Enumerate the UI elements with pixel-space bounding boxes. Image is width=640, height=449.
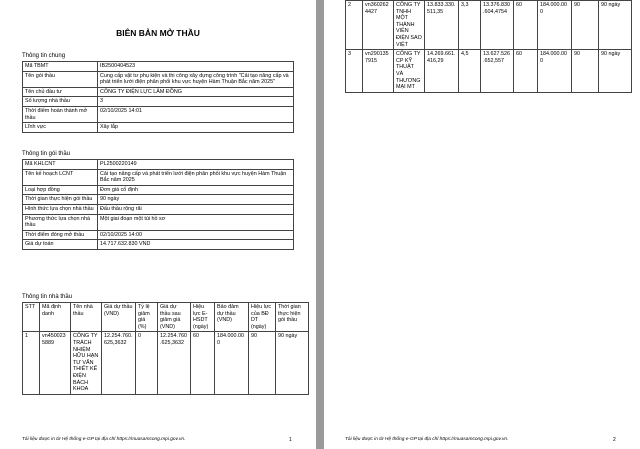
page-footer: Tài liệu được in từ Hệ thống e-GP tại địa chỉ https://muasamcong.mpi.gov.vn. bbox=[345, 437, 509, 442]
table-cell: 90 ngày bbox=[599, 50, 632, 93]
table-cell: 3,3 bbox=[459, 1, 481, 50]
info-value: Xây lắp bbox=[98, 123, 294, 133]
page-number: 2 bbox=[613, 437, 616, 443]
info-value: PL2500220149 bbox=[98, 160, 294, 170]
info-label: Lĩnh vực bbox=[23, 123, 98, 133]
table-cell: CÔNG TY TNHH MỘT THÀNH VIÊN ĐIỆN SAO VIỆT bbox=[394, 1, 425, 50]
table-row bbox=[23, 332, 309, 394]
info-value: 3 bbox=[98, 97, 294, 107]
table-cell: 2 bbox=[346, 1, 363, 50]
info-value: Cung cấp vật tư phụ kiện và thi công xây dựng công trình "Cải tạo nâng cấp và phát triển lưới điện phân phối khu vực huyện Hàm Thuận Bắc năm 2025" bbox=[98, 71, 294, 87]
info-value: Một giai đoạn một túi hồ sơ bbox=[98, 214, 294, 230]
package-info-heading: Thông tin gói thầu bbox=[22, 151, 71, 157]
table-cell: 13.833.330.511,35 bbox=[425, 1, 459, 50]
info-label: Tên gói thầu bbox=[23, 71, 98, 87]
table-cell: CÔNG TY CP KỸ THUẬT VÀ THƯƠNG MẠI MT bbox=[394, 50, 425, 93]
info-row bbox=[23, 160, 294, 170]
table-cell: 12.254.760.625,3632 bbox=[102, 332, 136, 394]
column-header: Bảo đảm dự thầu (VND) bbox=[215, 303, 249, 332]
info-row bbox=[23, 106, 294, 122]
info-value: Cải tạo nâng cấp và phát triển lưới điện phân phối khu vực huyện Hàm Thuận Bắc năm 2025 bbox=[98, 169, 294, 185]
info-value: CÔNG TY ĐIỆN LỰC LÂM ĐỒNG bbox=[98, 87, 294, 97]
table-cell: 1 bbox=[23, 332, 40, 394]
table-cell: 184.000.000 bbox=[215, 332, 249, 394]
info-value: 14.717.632.830 VND bbox=[98, 240, 294, 250]
package-info-table bbox=[22, 159, 294, 250]
table-cell: 60 bbox=[514, 1, 538, 50]
bidder-table bbox=[22, 302, 309, 395]
document-title: BIÊN BẢN MỞ THẦU bbox=[116, 28, 200, 38]
table-cell: 13.376.830.604,4754 bbox=[481, 1, 514, 50]
info-row bbox=[23, 230, 294, 240]
info-value: Đấu thầu rộng rãi bbox=[98, 204, 294, 214]
info-label: Phương thức lựa chọn nhà thầu bbox=[23, 214, 98, 230]
info-label: Giá dự toán bbox=[23, 240, 98, 250]
table-cell: 184.000.000 bbox=[538, 50, 572, 93]
info-label: Tên kế hoạch LCNT bbox=[23, 169, 98, 185]
info-value: 02/10/2025 14:01 bbox=[98, 106, 294, 122]
info-value: Đơn giá cố định bbox=[98, 185, 294, 195]
column-header: Hiệu lực của BĐ DT (ngày) bbox=[249, 303, 276, 332]
column-header: Mã định danh bbox=[40, 303, 71, 332]
info-row bbox=[23, 71, 294, 87]
table-row bbox=[346, 1, 632, 50]
page-number: 1 bbox=[289, 437, 292, 443]
table-cell: 14.269.661.416,29 bbox=[425, 50, 459, 93]
info-row bbox=[23, 62, 294, 72]
table-cell: vn3602624427 bbox=[363, 1, 394, 50]
table-cell: 90 ngày bbox=[599, 1, 632, 50]
table-cell: CÔNG TY TRÁCH NHIỆM HỮU HẠN TƯ VẤN THIẾT KẾ ĐIỆN BÁCH KHOA bbox=[71, 332, 102, 394]
info-row bbox=[23, 195, 294, 205]
table-cell: 90 bbox=[249, 332, 276, 394]
info-row bbox=[23, 97, 294, 107]
table-cell: 60 bbox=[191, 332, 215, 394]
info-row bbox=[23, 169, 294, 185]
table-cell: 12.254.760.625,3632 bbox=[158, 332, 191, 394]
info-row bbox=[23, 214, 294, 230]
info-value: 02/10/2025 14:00 bbox=[98, 230, 294, 240]
table-cell: vn2901357915 bbox=[363, 50, 394, 93]
info-row bbox=[23, 185, 294, 195]
table-cell: 90 ngày bbox=[276, 332, 309, 394]
info-label: Loại hợp đồng bbox=[23, 185, 98, 195]
page-footer: Tài liệu được in từ Hệ thống e-GP tại địa chỉ https://muasamcong.mpi.gov.vn. bbox=[22, 437, 186, 442]
info-row bbox=[23, 87, 294, 97]
info-row bbox=[23, 240, 294, 250]
table-cell: 90 bbox=[572, 1, 599, 50]
table-cell: 4,5 bbox=[459, 50, 481, 93]
info-label: Thời gian thực hiện gói thầu bbox=[23, 195, 98, 205]
column-header: Giá dự thầu (VND) bbox=[102, 303, 136, 332]
info-label: Tên chủ đầu tư bbox=[23, 87, 98, 97]
table-cell: vn4500235889 bbox=[40, 332, 71, 394]
table-cell: 13.627.526.652,557 bbox=[481, 50, 514, 93]
column-header: Thời gian thực hiện gói thầu bbox=[276, 303, 309, 332]
info-label: Mã KHLCNT bbox=[23, 160, 98, 170]
info-value: IB2500404523 bbox=[98, 62, 294, 72]
table-row bbox=[346, 50, 632, 93]
table-cell: 90 bbox=[572, 50, 599, 93]
general-info-heading: Thông tin chung bbox=[22, 53, 66, 59]
info-row bbox=[23, 204, 294, 214]
table-cell: 60 bbox=[514, 50, 538, 93]
bidder-info-heading: Thông tin nhà thầu bbox=[22, 294, 73, 300]
bidder-table-continued bbox=[345, 0, 632, 93]
document-page-1 bbox=[0, 0, 316, 449]
table-cell: 3 bbox=[346, 50, 363, 93]
info-label: Hình thức lựa chọn nhà thầu bbox=[23, 204, 98, 214]
info-label: Số lượng nhà thầu bbox=[23, 97, 98, 107]
table-cell: 0 bbox=[136, 332, 158, 394]
column-header: Hiệu lực E-HSDT (ngày) bbox=[191, 303, 215, 332]
info-label: Thời điểm hoàn thành mở thầu bbox=[23, 106, 98, 122]
info-label: Thời điểm đóng mở thầu bbox=[23, 230, 98, 240]
column-header: STT bbox=[23, 303, 40, 332]
table-cell: 184.000.000 bbox=[538, 1, 572, 50]
document-page-2 bbox=[324, 0, 640, 449]
column-header: Tên nhà thầu bbox=[71, 303, 102, 332]
info-label: Mã TBMT bbox=[23, 62, 98, 72]
page-gap bbox=[316, 0, 324, 449]
column-header: Tỷ lệ giảm giá (%) bbox=[136, 303, 158, 332]
general-info-table bbox=[22, 61, 294, 133]
info-row bbox=[23, 123, 294, 133]
info-value: 90 ngày bbox=[98, 195, 294, 205]
column-header: Giá dự thầu sau giảm giá (VND) bbox=[158, 303, 191, 332]
